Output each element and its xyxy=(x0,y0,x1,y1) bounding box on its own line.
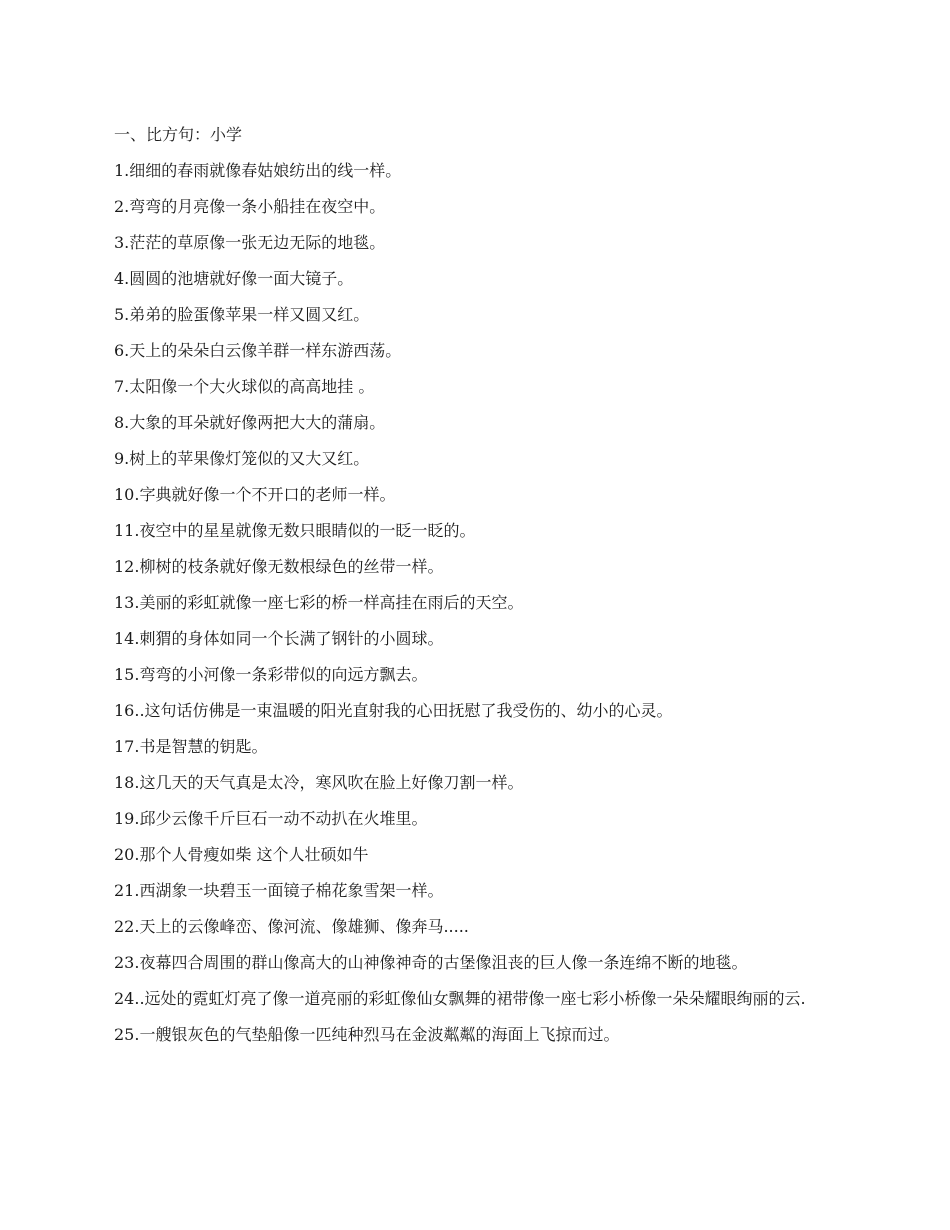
document-page xyxy=(114,124,834,1060)
item-number: 24. xyxy=(114,989,140,1008)
list-item xyxy=(114,304,834,326)
item-number: 12. xyxy=(114,557,140,576)
list-item xyxy=(114,268,834,290)
list-item xyxy=(114,340,834,362)
item-text: 夜空中的星星就像无数只眼睛似的一眨一眨的。 xyxy=(139,521,476,540)
item-text: 柳树的枝条就好像无数根绿色的丝带一样。 xyxy=(139,557,444,576)
item-text: 邱少云像千斤巨石一动不动扒在火堆里。 xyxy=(139,809,428,828)
item-number: 13. xyxy=(114,593,140,612)
list-item xyxy=(114,376,834,398)
item-text: .这句话仿佛是一束温暖的阳光直射我的心田抚慰了我受伤的、幼小的心灵。 xyxy=(139,701,673,720)
list-item xyxy=(114,628,834,650)
item-text: 天上的云像峰峦、像河流、像雄狮、像奔马..... xyxy=(139,917,469,936)
list-item xyxy=(114,1024,834,1046)
item-number: 21. xyxy=(114,881,140,900)
item-number: 9. xyxy=(114,449,130,468)
item-number: 16. xyxy=(114,701,140,720)
item-number: 14. xyxy=(114,629,140,648)
item-number: 20. xyxy=(114,845,140,864)
list-item xyxy=(114,664,834,686)
item-text: 书是智慧的钥匙。 xyxy=(139,737,268,756)
item-text: .远处的霓虹灯亮了像一道亮丽的彩虹像仙女飘舞的裙带像一座七彩小桥像一朵朵耀眼绚丽的云. xyxy=(139,989,806,1008)
item-number: 19. xyxy=(114,809,140,828)
item-text: 树上的苹果像灯笼似的又大又红。 xyxy=(129,449,370,468)
item-text: 西湖象一块碧玉一面镜子棉花象雪架一样。 xyxy=(139,881,444,900)
item-text: 这几天的天气真是太冷，寒风吹在脸上好像刀割一样。 xyxy=(139,773,524,792)
sentence-list xyxy=(114,160,834,1046)
item-text: 夜幕四合周围的群山像高大的山神像神奇的古堡像沮丧的巨人像一条连绵不断的地毯。 xyxy=(139,953,748,972)
item-number: 5. xyxy=(114,305,130,324)
list-item xyxy=(114,160,834,182)
item-number: 4. xyxy=(114,269,130,288)
item-number: 25. xyxy=(114,1025,140,1044)
item-number: 8. xyxy=(114,413,130,432)
item-text: 字典就好像一个不开口的老师一样。 xyxy=(139,485,396,504)
item-text: 天上的朵朵白云像羊群一样东游西荡。 xyxy=(129,341,402,360)
item-number: 7. xyxy=(114,377,130,396)
item-text: 刺猬的身体如同一个长满了钢针的小圆球。 xyxy=(139,629,444,648)
item-text: 弟弟的脸蛋像苹果一样又圆又红。 xyxy=(129,305,370,324)
list-item xyxy=(114,520,834,542)
item-text: 美丽的彩虹就像一座七彩的桥一样高挂在雨后的天空。 xyxy=(139,593,524,612)
list-item xyxy=(114,556,834,578)
item-text: 一艘银灰色的气垫船像一匹纯种烈马在金波粼粼的海面上飞掠而过。 xyxy=(139,1025,620,1044)
item-text: 那个人骨瘦如柴 这个人壮硕如牛 xyxy=(139,845,369,864)
item-number: 18. xyxy=(114,773,140,792)
item-number: 17. xyxy=(114,737,140,756)
list-item xyxy=(114,484,834,506)
item-number: 6. xyxy=(114,341,130,360)
list-item xyxy=(114,880,834,902)
list-item xyxy=(114,808,834,830)
list-item xyxy=(114,700,834,722)
item-number: 15. xyxy=(114,665,140,684)
item-text: 太阳像一个大火球似的高高地挂 。 xyxy=(129,377,375,396)
item-text: 茫茫的草原像一张无边无际的地毯。 xyxy=(129,233,386,252)
list-item xyxy=(114,448,834,470)
item-number: 3. xyxy=(114,233,130,252)
list-item xyxy=(114,844,834,866)
list-item xyxy=(114,196,834,218)
list-item xyxy=(114,412,834,434)
item-text: 弯弯的月亮像一条小船挂在夜空中。 xyxy=(129,197,386,216)
list-item xyxy=(114,952,834,974)
item-number: 22. xyxy=(114,917,140,936)
list-item xyxy=(114,232,834,254)
item-text: 弯弯的小河像一条彩带似的向远方飘去。 xyxy=(139,665,428,684)
list-item xyxy=(114,736,834,758)
list-item xyxy=(114,592,834,614)
item-number: 2. xyxy=(114,197,130,216)
item-text: 大象的耳朵就好像两把大大的蒲扇。 xyxy=(129,413,386,432)
list-item xyxy=(114,772,834,794)
item-number: 11. xyxy=(114,521,140,540)
item-text: 圆圆的池塘就好像一面大镜子。 xyxy=(129,269,354,288)
item-text: 细细的春雨就像春姑娘纺出的线一样。 xyxy=(129,161,402,180)
list-item xyxy=(114,988,834,1010)
list-item xyxy=(114,916,834,938)
item-number: 1. xyxy=(114,161,130,180)
item-number: 10. xyxy=(114,485,140,504)
section-heading: 一、比方句：小学 xyxy=(114,125,243,144)
item-number: 23. xyxy=(114,953,140,972)
